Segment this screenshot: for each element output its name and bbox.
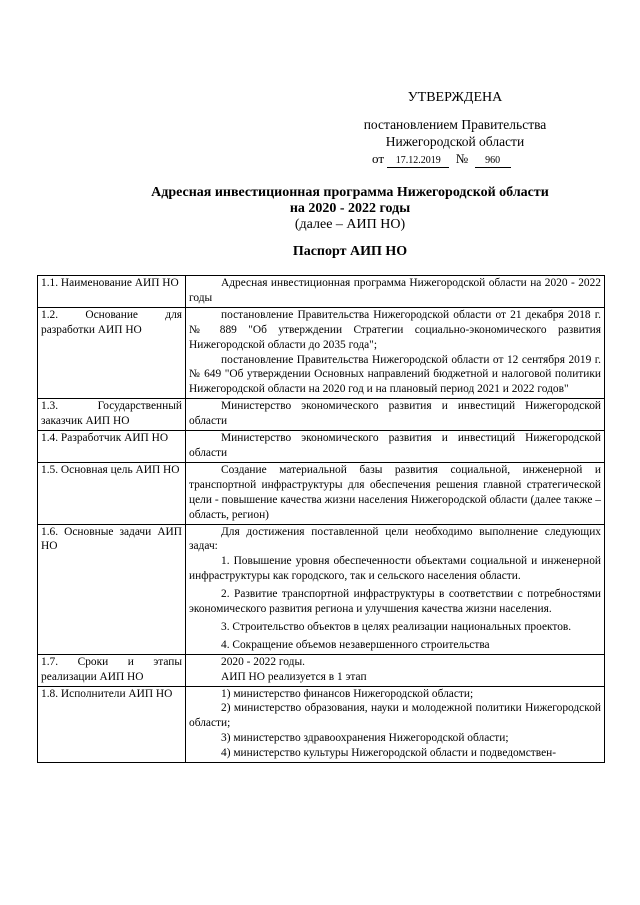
row-content: [186, 462, 605, 524]
row-label: 1.3. Государственный заказчик АИП НО: [38, 399, 186, 431]
row-label: 1.8. Исполнители АИП НО: [38, 686, 186, 763]
row-paragraph: Адресная инвестиционная программа Нижегородской области на 2020 - 2022 годы: [189, 277, 601, 304]
passport-title: Паспорт АИП НО: [292, 244, 408, 259]
row-paragraph: Для достижения поставленной цели необходимо выполнение следующих задач:: [189, 525, 601, 553]
approval-body: [300, 116, 610, 150]
table-row: [38, 276, 605, 308]
table-row: [38, 307, 605, 398]
row-paragraph: АИП НО реализуется в 1 этап: [221, 670, 367, 683]
approval-title: УТВЕРЖДЕНА: [407, 90, 503, 105]
table-row: [38, 399, 605, 431]
row-paragraph: 3) министерство здравоохранения Нижегородской области;: [221, 732, 509, 745]
row-content: [186, 431, 605, 463]
row-label: 1.2. Основание для разработки АИП НО: [38, 307, 186, 398]
title-line-3: (далее – АИП НО): [294, 217, 406, 232]
row-paragraph: 2020 - 2022 годы.: [221, 655, 305, 668]
row-paragraph: 2. Развитие транспортной инфраструктуры в соответствии с потребностями экономического развития региона и улучшения качества жизни населения.: [189, 588, 601, 616]
approval-number: 960: [475, 155, 511, 168]
row-label: 1.6. Основные задачи АИП НО: [38, 524, 186, 654]
approval-line-1: постановлением Правительства: [363, 117, 547, 132]
approval-date: 17.12.2019: [387, 155, 449, 168]
row-paragraph: Создание материальной базы развития социальной, инженерной и транспортной инфраструктуры для обеспечения решения главной стратегической цели - повышение качества жизни населения Нижегородской области (далее также – область, регион): [189, 463, 601, 521]
row-paragraph: Министерство экономического развития и инвестиций Нижегородской области: [189, 432, 601, 459]
row-content: [186, 654, 605, 686]
row-paragraph: постановление Правительства Нижегородской области от 21 декабря 2018 г. № 889 "Об утверждении Стратегии социально-экономического развития Нижегородской области до 2035 года";: [189, 308, 601, 351]
row-paragraph: 2) министерство образования, науки и молодежной политики Нижегородской области;: [189, 702, 601, 730]
title-line-1: Адресная инвестиционная программа Нижегородской области: [151, 185, 549, 200]
row-paragraph: 1. Повышение уровня обеспеченности объектами социальной и инженерной инфраструктуры как городского, так и сельского населения области.: [189, 555, 601, 583]
row-paragraph: 4) министерство культуры Нижегородской области и подведомствен-: [221, 747, 557, 760]
passport-table: [37, 275, 605, 763]
row-label: 1.4. Разработчик АИП НО: [38, 431, 186, 463]
table-row: [38, 462, 605, 524]
row-paragraph: 1) министерство финансов Нижегородской области;: [221, 687, 474, 700]
from-label: от: [372, 151, 385, 166]
table-row: [38, 686, 605, 763]
row-paragraph: Министерство экономического развития и инвестиций Нижегородской области: [189, 400, 601, 428]
row-label: 1.5. Основная цель АИП НО: [38, 462, 186, 524]
approval-date-line: [372, 151, 511, 168]
row-paragraph: постановление Правительства Нижегородской области от 12 сентября 2019 г. № 649 "Об утверждении Основных направлений бюджетной и налоговой политики Нижегородской области на 2020 год и на плановый период 2021 и 2022 годов": [189, 353, 601, 396]
row-content: [186, 524, 605, 654]
table-row: [38, 524, 605, 654]
row-paragraph: 3. Строительство объектов в целях реализации национальных проектов.: [221, 620, 572, 633]
row-content: [186, 686, 605, 763]
row-label: 1.1. Наименование АИП НО: [38, 276, 186, 308]
table-row: [38, 431, 605, 463]
number-label: №: [455, 151, 469, 166]
row-paragraph: 4. Сокращение объемов незавершенного строительства: [221, 638, 490, 651]
title-line-2: на 2020 - 2022 годы: [289, 201, 411, 216]
approval-line-2: Нижегородской области: [385, 134, 525, 149]
document-title: [60, 185, 640, 233]
row-content: [186, 307, 605, 398]
row-content: [186, 276, 605, 308]
row-label: 1.7. Сроки и этапы реализации АИП НО: [38, 654, 186, 686]
row-content: [186, 399, 605, 431]
table-row: [38, 654, 605, 686]
